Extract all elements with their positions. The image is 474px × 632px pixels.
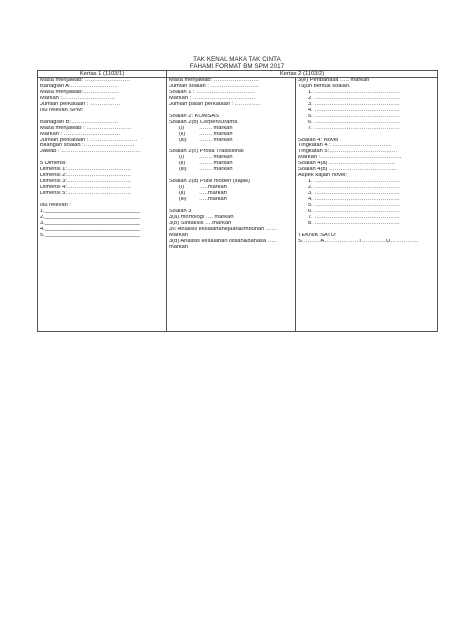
list-item: 4. ……………………………………… — [308, 107, 400, 113]
text-line: Jumlah perkataan : ……………………. — [40, 137, 138, 143]
list-item: (ii) ……. markah — [179, 131, 233, 137]
text-line: Soalan 2(d) Puisi moden (sajak) — [169, 179, 250, 185]
text-line: 3© Analisis kesalahanejaan&imbuhan …… — [169, 226, 278, 232]
text-line: Soalan 4(a) …………………………….. — [298, 161, 395, 167]
text-line: Tingkatan 4 : …………………………. — [298, 143, 391, 149]
text-line: 3(d) Analisis kesalahan istilah&bahasa ….. — [169, 238, 277, 244]
text-line: Dimensi 3:……………………………. — [40, 179, 132, 185]
text-line: Bilangan soalan :……………………… — [40, 143, 135, 149]
list-item: 5. ……………………………………… — [308, 113, 400, 119]
text-line: Masa menjawab:………………. — [40, 89, 119, 95]
list-item: 7. ……………………………………… — [308, 214, 400, 220]
text-line: 5.______________________________ — [40, 232, 140, 238]
list-item: 3. ……………………………………… — [308, 191, 400, 197]
text-line: Isu relevan : — [40, 202, 71, 208]
text-line: Isu relevan SPM: — [40, 107, 84, 113]
text-line: Markah :………………………. — [40, 95, 115, 101]
text-line: Dimensi 5:……………………………. — [40, 191, 132, 197]
text-line: 4.______________________________ — [40, 226, 140, 232]
text-line: 3(e) Peribahasa ….. markah — [298, 78, 370, 83]
document-title-line2: FAHAMI FORMAT BM SPM 2017 — [189, 63, 285, 70]
text-line: Soalan 4(b) ……………………………… — [298, 167, 398, 173]
kertas-1-column — [38, 78, 167, 332]
text-line: Tujuh bentuk soalan. — [298, 83, 351, 89]
text-line: Tingkatan 5:……………………………… — [298, 149, 398, 155]
text-line: TEKNIK SATU: — [298, 232, 337, 238]
text-line: Soalan 2(c) Prosa Tradisional — [169, 149, 244, 155]
text-line: 3(b) Sintaksis ….markah — [169, 220, 232, 226]
text-line: Dimensi 2:……………………………. — [40, 173, 132, 179]
list-item: 2. ……………………………………… — [308, 185, 400, 191]
list-item: 1. ……………………………………… — [308, 179, 400, 185]
format-table — [37, 70, 438, 332]
list-item: (i) ……. markah — [179, 155, 233, 161]
kertas-2-column-left — [167, 78, 296, 332]
text-line: Masa menjawab : …………………… — [40, 125, 132, 131]
text-line: Bahagian A:……………………. — [40, 83, 118, 89]
list-item: 5. ……………………………………… — [308, 203, 400, 208]
header-kertas-2: Kertas 2 (1103/2) — [167, 71, 438, 78]
kertas-2-column-right — [296, 78, 438, 332]
list-item: 8. ……………………………………… — [308, 220, 400, 226]
text-line: Aspek kajian novel: — [298, 173, 348, 179]
list-item: (iii) …..markah — [179, 197, 227, 203]
text-line: Markah :……………………………………. — [298, 155, 402, 161]
list-item: 7. ……………………………………… — [308, 125, 400, 131]
list-item: (i) …..markah — [179, 185, 227, 191]
text-line: markah — [169, 244, 188, 250]
text-line: Markah : …………………………… — [169, 95, 256, 101]
text-line: Jumlah patah perkataan : ………….. — [169, 101, 261, 107]
text-line: 5 Dimensi: — [40, 161, 67, 167]
text-line: Dimensi 4:……………………………. — [40, 185, 132, 191]
text-line: 3.______________________________ — [40, 220, 140, 226]
text-line: 3(a) morfologi …. markah — [169, 214, 234, 220]
text-line: Jumlah soalan : …………………….. — [169, 83, 260, 89]
text-line: Soalan 2(b) Cerpen/Drama — [169, 119, 238, 125]
text-line: Dimensi 1:……………………………. — [40, 167, 132, 173]
list-item: 1. ……………………………………… — [308, 89, 400, 95]
text-line: S……….A………………T………….U…………… — [298, 238, 419, 244]
list-item: (ii) …..markah — [179, 191, 227, 197]
list-item: 6. ……………………………………… — [308, 119, 400, 125]
list-item: 4. ……………………………………… — [308, 197, 400, 203]
text-line: Soalan 1 : …………………………. — [169, 89, 255, 95]
text-line: Jumlah perkataan : ……………. — [40, 101, 120, 107]
text-line: Soalan 4: Novel — [298, 137, 339, 143]
list-item: 2. ……………………………………… — [308, 95, 400, 101]
list-item: 3. ……………………………………… — [308, 101, 400, 107]
text-line: Soalan 2: KOMSAS — [169, 113, 219, 119]
text-line: Markah : ………………………… — [40, 131, 121, 137]
document-title-line1: TAK KENAL MAKA TAK CINTA — [193, 56, 281, 63]
text-line: Bahagian B:……………………. — [40, 119, 119, 125]
header-kertas-1: Kertas 1 (1103/1) — [38, 71, 167, 78]
list-item: 6. ……………………………………… — [308, 208, 400, 214]
text-line: Markah — [169, 232, 188, 238]
list-item: (ii) ……. markah — [179, 161, 233, 167]
list-item: (iii) ……. markah — [179, 137, 233, 143]
text-line: Masa menjawab: …………………… — [169, 78, 260, 83]
text-line: Jawab : …………………………………… — [40, 149, 141, 155]
text-line: 1.______________________________ — [40, 208, 140, 214]
text-line: Soalan 3 — [169, 208, 192, 214]
text-line: Masa menjawab: …………………… — [40, 78, 131, 83]
list-item: (i) ……. markah — [179, 125, 233, 131]
list-item: (iii) ……. markah — [179, 167, 233, 173]
text-line: 2.______________________________ — [40, 214, 140, 220]
